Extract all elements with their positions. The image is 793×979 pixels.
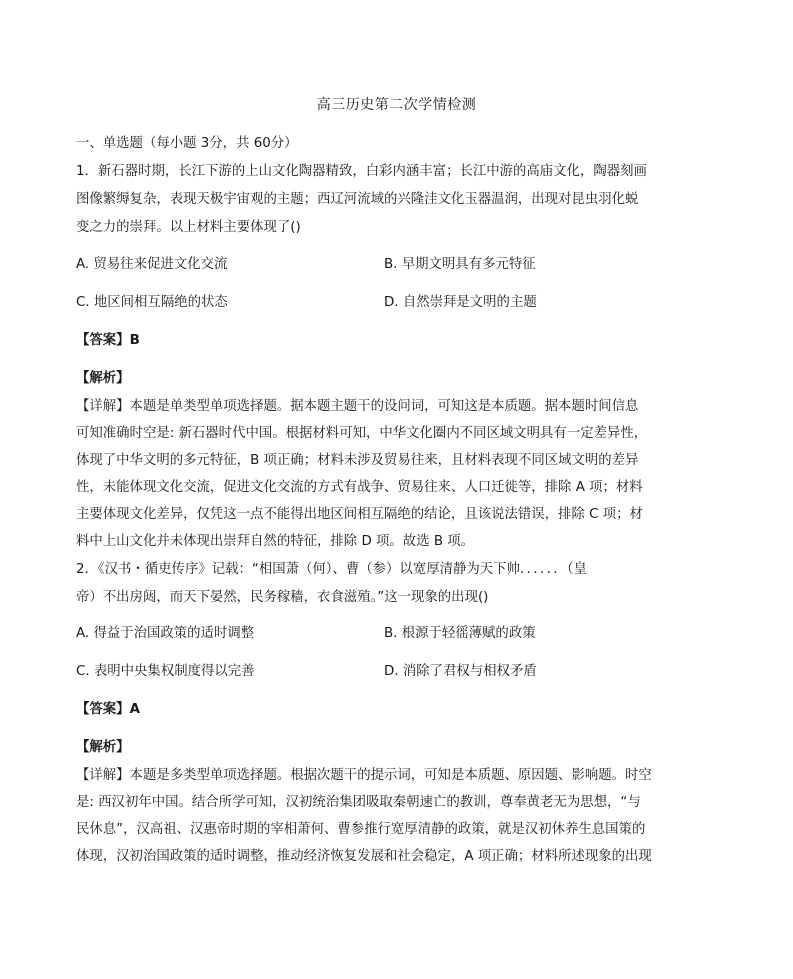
q2-stem-line: 帝）不出房闼，而天下晏然，民务稼穑，衣食滋殖。”这一现象的出现() xyxy=(76,590,489,605)
q2-detail-line: 是: 西汉初年中国。结合所学可知，汉初统治集团吸取秦朝速亡的教训，尊奉黄老无为思想，“与 xyxy=(76,795,641,810)
q1-detail-line: 料中上山文化并未体现出崇拜自然的特征，排除 D 项。故选 B 项。 xyxy=(76,534,475,549)
q1-option-c: C. 地区间相互隔绝的状态 xyxy=(76,295,228,310)
q1-option-d: D. 自然崇拜是文明的主题 xyxy=(384,295,537,310)
q2-option-c: C. 表明中央集权制度得以完善 xyxy=(76,664,255,679)
q1-stem-line: 图像繁缛复杂，表现天极宇宙观的主题；西辽河流域的兴隆洼文化玉器温润，出现对昆虫羽化蜕 xyxy=(76,192,639,207)
q2-analysis-label: 【解析】 xyxy=(76,740,130,755)
q1-answer-value: B xyxy=(129,333,140,348)
q2-answer-label: 【答案】 xyxy=(76,702,130,717)
q2-option-d: D. 消除了君权与相权矛盾 xyxy=(384,664,537,679)
q2-answer xyxy=(76,701,676,719)
q1-stem-line: 变之力的崇拜。以上材料主要体现了() xyxy=(76,220,301,235)
q1-detail-line: 主要体现文化差异，仅凭这一点不能得出地区间相互隔绝的结论，且该说法错误，排除 C 项；材 xyxy=(76,507,643,522)
q1-detail-line: 【详解】本题是单类型单项选择题。据本题主题干的设问词，可知这是本质题。据本题时间信息 xyxy=(76,399,639,414)
q1-detail-line: 可知准确时空是: 新石器时代中国。根据材料可知，中华文化圈内不同区域文明具有一定差异性， xyxy=(76,426,648,441)
q1-option-a: A. 贸易往来促进文化交流 xyxy=(76,257,228,272)
q2-detail-line: 体现，汉初治国政策的适时调整，推动经济恢复发展和社会稳定，A 项正确；材料所述现象的出现 xyxy=(76,849,652,864)
q2-option-b: B. 根源于轻徭薄赋的政策 xyxy=(384,626,536,641)
q2-detail-line: 民休息”，汉高祖、汉惠帝时期的宰相萧何、曹参推行宽厚清静的政策，就是汉初休养生息国策的 xyxy=(76,822,646,837)
section-heading: 一、单选题（每小题 3分，共 60分） xyxy=(76,136,298,151)
q1-analysis-label: 【解析】 xyxy=(76,371,130,386)
q2-option-a: A. 得益于治国政策的适时调整 xyxy=(76,626,255,641)
q1-detail-line: 体现了中华文明的多元特征，B 项正确；材料未涉及贸易往来，且材料表现不同区域文明的差异 xyxy=(76,453,639,468)
q2-stem-line: 2．《汉书・循吏传序》记载：“相国萧（何）、曹（参）以宽厚清静为天下帅．．．．．．（皇 xyxy=(76,562,587,577)
page-title: 高三历史第二次学情检测 xyxy=(316,97,477,113)
q1-answer-label: 【答案】 xyxy=(76,333,130,348)
q1-option-b: B. 早期文明具有多元特征 xyxy=(384,257,536,272)
q2-answer-value: A xyxy=(129,702,140,717)
q1-stem-line: 1．新石器时期，长江下游的上山文化陶器精致，白彩内涵丰富；长江中游的高庙文化，陶器刻画 xyxy=(76,164,647,179)
q2-detail-line: 【详解】本题是多类型单项选择题。根据次题干的提示词，可知是本质题、原因题、影响题。时空 xyxy=(76,768,652,783)
q1-detail-line: 性，未能体现文化交流，促进文化交流的方式有战争、贸易往来、人口迁徙等，排除 A 项；材料 xyxy=(76,480,643,495)
q1-answer xyxy=(76,332,676,350)
